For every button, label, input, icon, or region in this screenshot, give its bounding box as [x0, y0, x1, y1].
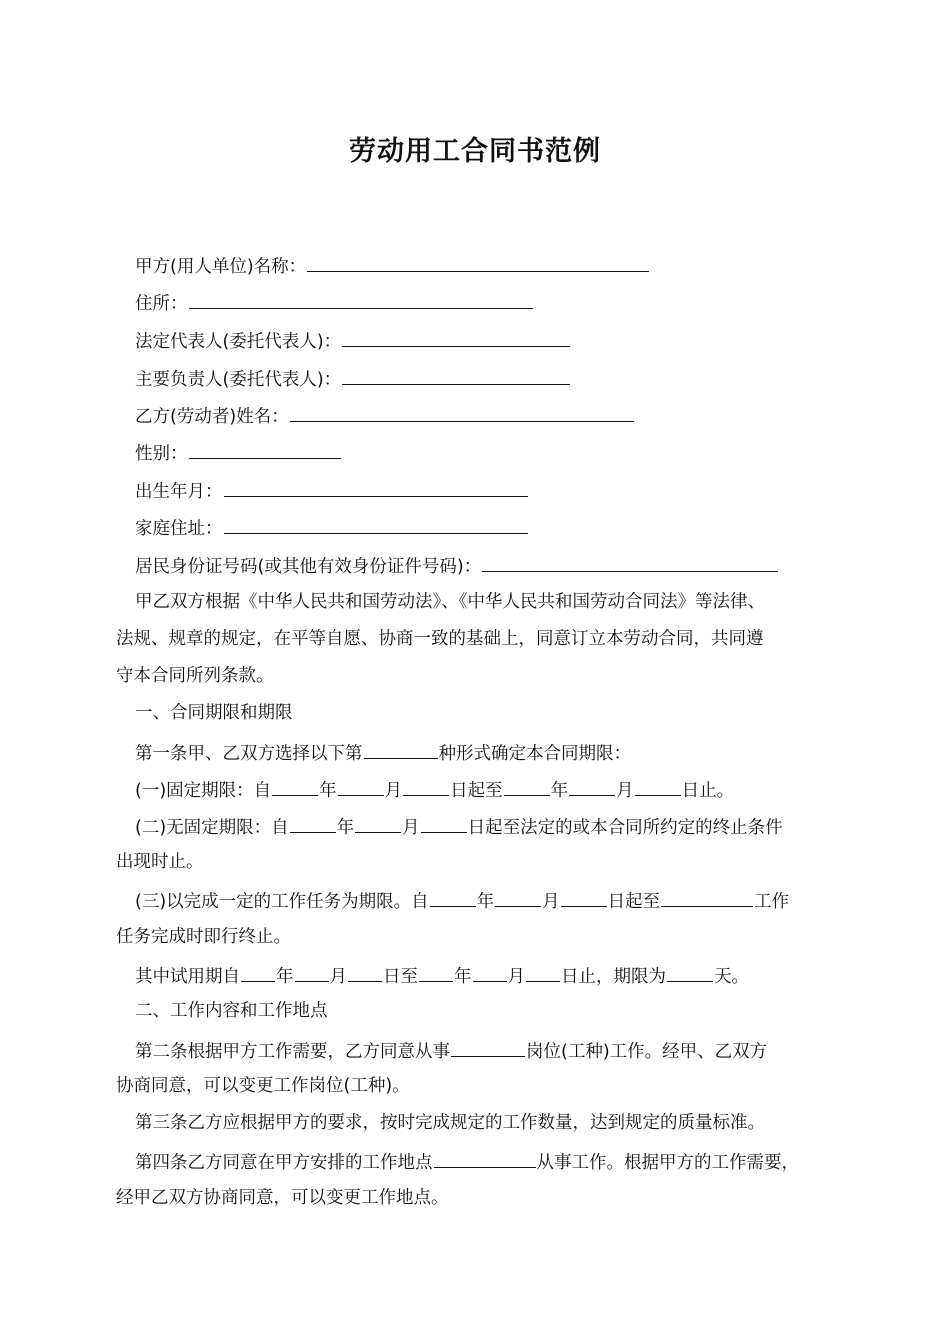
year-label: 年	[476, 892, 495, 912]
fixed-term-label: (一)固定期限：自	[135, 781, 272, 801]
address-line	[135, 288, 534, 317]
article2-text-a: 第二条根据甲方工作需要，乙方同意从事	[135, 1042, 450, 1062]
probation-start-month-blank	[295, 961, 329, 982]
fixed-end-year-blank	[504, 775, 550, 796]
nonfixed-term-cont: 出现时止。	[116, 852, 204, 872]
probation-end-month-blank	[473, 961, 507, 982]
fixed-term-line	[135, 775, 734, 804]
fixed-start-year-blank	[272, 775, 318, 796]
party-b-name-label: 乙方(劳动者)姓名：	[135, 407, 289, 427]
id-number-line	[135, 551, 779, 580]
month-label: 月	[542, 892, 560, 912]
probation-end-year-blank	[419, 961, 453, 982]
month-label: 月	[329, 967, 347, 987]
probation-days-blank	[667, 961, 713, 982]
party-a-name-label: 甲方(用人单位)名称：	[135, 257, 307, 277]
home-address-blank	[224, 513, 528, 534]
article1-text-a: 第一条甲、乙双方选择以下第	[135, 744, 363, 764]
fixed-end-day-blank	[635, 775, 681, 796]
probation-end-day-blank	[526, 961, 560, 982]
task-year-blank	[430, 886, 476, 907]
article2-text-b: 岗位(工种)工作。经甲、乙双方	[526, 1042, 768, 1062]
probation-period-label: 日止，期限为	[561, 967, 666, 987]
preamble-line-2: 法规、规章的规定，在平等自愿、协商一致的基础上，同意订立本劳动合同，共同遵	[116, 629, 764, 649]
legal-rep-line	[135, 326, 571, 355]
birth-label: 出生年月：	[135, 482, 223, 502]
task-month-blank	[495, 886, 541, 907]
fixed-start-month-blank	[338, 775, 384, 796]
nonfixed-term-label: (二)无固定期限：自	[135, 818, 289, 838]
year-label: 年	[319, 781, 337, 801]
home-address-label: 家庭住址：	[135, 519, 223, 539]
article4-text-a: 第四条乙方同意在甲方安排的工作地点	[135, 1153, 433, 1173]
principal-blank	[342, 364, 570, 385]
task-work-label: 工作	[754, 892, 790, 912]
nonfixed-term-text: 日起至法定的或本合同所约定的终止条件	[467, 818, 783, 838]
home-address-line	[135, 513, 529, 542]
day-end-label: 日止。	[681, 781, 735, 801]
month-label: 月	[616, 781, 634, 801]
task-day-blank	[561, 886, 607, 907]
day-from-label: 日起至	[607, 892, 661, 912]
id-number-blank	[482, 551, 778, 572]
address-label: 住所：	[135, 294, 188, 314]
month-label: 月	[402, 818, 420, 838]
party-a-name-line	[135, 251, 650, 280]
work-location-blank	[434, 1147, 536, 1168]
month-label: 月	[507, 967, 525, 987]
nonfixed-month-blank	[355, 812, 401, 833]
day-to-label: 日至	[383, 967, 418, 987]
article4-line	[135, 1147, 799, 1176]
task-term-label: (三)以完成一定的工作任务为期限。自	[135, 892, 429, 912]
nonfixed-year-blank	[290, 812, 336, 833]
days-label: 天。	[714, 967, 749, 987]
section1-heading: 一、合同期限和期限	[135, 703, 293, 723]
task-term-cont: 任务完成时即行终止。	[116, 927, 291, 947]
year-label: 年	[276, 967, 294, 987]
gender-blank	[189, 438, 341, 459]
address-blank	[189, 288, 533, 309]
year-label: 年	[550, 781, 569, 801]
legal-rep-label: 法定代表人(委托代表人)：	[135, 332, 342, 352]
form-number-blank	[364, 738, 438, 759]
article1-text-b: 种形式确定本合同期限：	[438, 744, 631, 764]
fixed-start-day-blank	[403, 775, 449, 796]
legal-rep-blank	[342, 326, 570, 347]
gender-label: 性别：	[135, 444, 188, 464]
year-label: 年	[336, 818, 355, 838]
day-from-label: 日起至	[450, 781, 503, 801]
document-title: 劳动用工合同书范例	[349, 136, 601, 167]
preamble-line-1: 甲乙双方根据《中华人民共和国劳动法》、《中华人民共和国劳动合同法》等法律、	[135, 592, 765, 612]
year-label: 年	[454, 967, 472, 987]
article4-text-b: 从事工作。根据甲方的工作需要，	[536, 1153, 799, 1173]
nonfixed-day-blank	[421, 812, 467, 833]
section2-heading: 二、工作内容和工作地点	[135, 1001, 328, 1021]
month-label: 月	[384, 781, 403, 801]
party-b-name-blank	[290, 401, 634, 422]
task-term-line	[135, 886, 789, 915]
probation-start-day-blank	[348, 961, 382, 982]
article2-cont: 协商同意，可以变更工作岗位(工种)。	[116, 1076, 410, 1096]
birth-blank	[224, 476, 528, 497]
nonfixed-term-line	[135, 812, 783, 841]
party-b-name-line	[135, 401, 635, 430]
article3-line: 第三条乙方应根据甲方的要求，按时完成规定的工作数量，达到规定的质量标准。	[135, 1113, 765, 1133]
article4-cont: 经甲乙双方协商同意，可以变更工作地点。	[116, 1188, 449, 1208]
principal-label: 主要负责人(委托代表人)：	[135, 370, 342, 390]
position-blank	[451, 1036, 525, 1057]
party-a-name-blank	[307, 251, 649, 272]
probation-start-year-blank	[241, 961, 275, 982]
preamble-line-3: 守本合同所列条款。	[116, 666, 274, 686]
task-name-blank	[661, 886, 753, 907]
id-number-label: 居民身份证号码(或其他有效身份证件号码)：	[135, 557, 482, 577]
probation-line	[135, 961, 749, 990]
principal-line	[135, 364, 571, 393]
probation-label: 其中试用期自	[135, 967, 240, 987]
article1-line	[135, 738, 631, 767]
gender-line	[135, 438, 342, 467]
birth-line	[135, 476, 529, 505]
article2-line	[135, 1036, 767, 1065]
fixed-end-month-blank	[569, 775, 615, 796]
